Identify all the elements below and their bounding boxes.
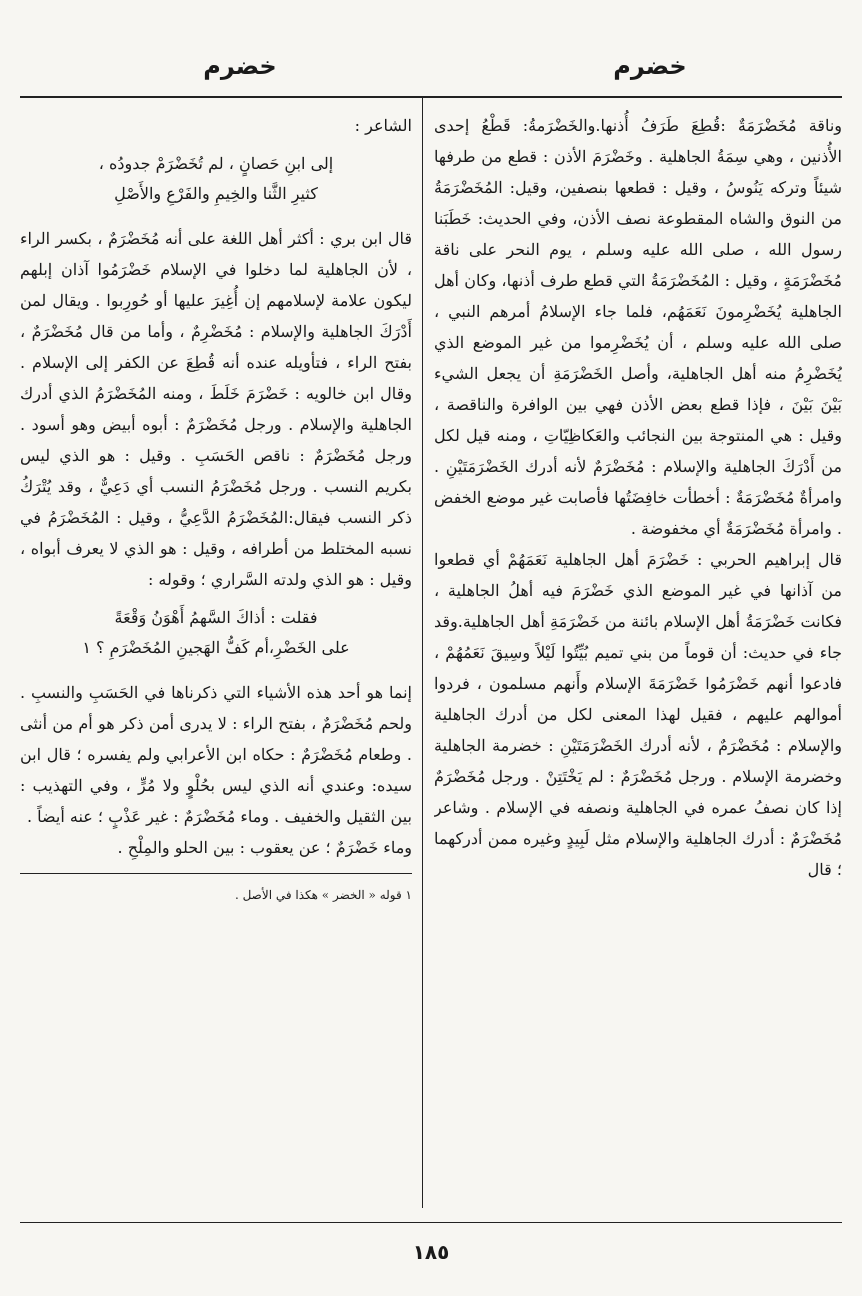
verse-line: إلى ابنِ حَصانٍ ، لم تُخَضْرَمْ جدودُه ،: [98, 154, 334, 173]
verse-line: فقلت : أذاكَ السَّهمُ أَهْوَنُ وَقْعَةً: [114, 608, 318, 627]
footnote: ١ قوله « الخضر » هكذا في الأصل .: [234, 888, 412, 902]
verse-1: [20, 149, 412, 209]
headword-right: خضرم: [613, 52, 687, 80]
right-paragraph: قال إبراهيم الحربي : خَضْرَمَ أهل الجاهلية نَعَمَهُمْ أي قطعوا من آذانها في غير الموضع الذي خَضْرَمَ فيه أهلُ الجاهلية ، فكانت خَضْرَمَةُ أهل الإسلام بائنة من خَضْرَمَةِ أهل الجاهلية.وقد جاء في حديث: أن قوماً من بني تميم بُيِّتُوا لَيْلاً وسِيقَ نَعَمُهُمْ ، فادعوا أنهم خَضْرَمُوا خَضْرَمَةَ الإسلام وأَنهم مسلمون ، فردوا أموالهم عليهم ، فقيل لهذا المعنى لكل من أدرك الجاهلية والإسلام : مُخَضْرَمٌ ، لأنه أدرك الخَضْرَمَتَيْنِ : خضرمة الجاهلية وخضرمة الإسلام . ورجل مُخَضْرَمٌ : لم يَخْتَتِنْ . ورجل مُخَضْرَمٌ إذا كان نصفُ عمره في الجاهلية ونصفه في الإسلام . وشاعر مُخَضْرَمٌ : أدرك الجاهلية والإسلام مثل لَبِيدٍ وغيره ممن أدركهما ؛ قال: [434, 550, 842, 879]
verse-2: [20, 603, 412, 663]
poet-intro: الشاعر :: [354, 116, 412, 135]
page-number: ١٨٥: [412, 1240, 450, 1264]
right-paragraph: وناقة مُخَضْرَمَةٌ :قُطِعَ طَرَفُ أُذنها.والخَضْرَمةُ: قَطْعُ إحدى الأُذنين ، وهي سِمَةُ الجاهلية . وخَضْرَمَ الأذن : قطع من طرفها شيئاً وتركه يَنُوسُ ، وقيل : قطعها بنصفين، وقيل: المُخَضْرَمَةُ من النوق والشاه المقطوعة نصف الأذن، وفي الحديث: خَطَبَنا رسول الله ، صلى الله عليه وسلم ، يوم النحر على ناقة مُخَضْرَمَةٍ ، وقيل : المُخَضْرَمَةُ التي قطع طرف أذنها، وكان أهل الجاهلية يُخَضْرِمونَ نَعَمَهُم، فلما جاء الإسلامُ أمرهم النبي ، صلى الله عليه وسلم ، أن يُخَضْرِموا من غير الموضع الذي يُخَضْرِمُ منه أهل الجاهلية، وأصل الخَضْرَمَةِ أن يجعل الشيء بَيْنَ بَيْنَ ، فإذا قطع بعض الأذن فهي بين الوافرة والناقصة ، وقيل : هي المنتوجة بين النجائب والعَكاظِيّاتِ ، ومنه قيل لكل من أَدْرَكَ الجاهلية والإسلام : مُخَضْرَمٌ لأنه أدرك الخَضْرَمَتَيْنِ . وامرأةٌ مُخَضْرَمَةٌ : أخطأت خافِضَتُها فأصابت غير موضع الخفض . وامرأة مُخَضْرَمَةٌ أي مخفوضة .: [434, 116, 842, 538]
verse-line: على الخَضْرِ،أم كَفُّ الهَجينِ المُخَضْرَمِ ؟ ١: [82, 638, 350, 657]
right-column: [434, 110, 842, 1200]
footnote-separator: [20, 873, 412, 874]
footer-rule: [20, 1222, 842, 1223]
header-rule: [20, 96, 842, 98]
left-column: [20, 110, 412, 1200]
column-divider: [422, 98, 423, 1208]
headword-left: خضرم: [203, 52, 277, 80]
left-paragraph: قال ابن بري : أكثر أهل اللغة على أنه مُخَضْرَمٌ ، بكسر الراء ، لأن الجاهلية لما دخلوا في الإسلام خَضْرَمُوا آذان إبلهم ليكون علامة لإسلامهم إن أُغِيرَ عليها أو حُورِبوا . ويقال لمن أَدْرَكَ الجاهلية والإسلام : مُخَضْرِمٌ ، وأما من قال مُخَضْرَمٌ ، بفتح الراء ، فتأويله عنده أنه قُطِعَ عن الكفر إلى الإسلام . وقال ابن خالويه : خَضْرَمَ خَلَطَ ، ومنه المُخَضْرَمُ الذي أدرك الجاهلية والإسلام . ورجل مُخَضْرَمٌ : أبوه أبيض وهو أسود . ورجل مُخَضْرَمٌ : ناقص الحَسَبِ . وقيل : هو الذي ليس بكريم النسب . ورجل مُخَضْرَمُ النسب أي دَعِيٌّ ، وقد يُتْرَكُ ذكر النسب فيقال:المُخَضْرَمُ الدَّعِيُّ ، وقيل : المُخَضْرَمُ في نسبه المختلط من أطرافه ، وقيل : هو الذي لا يعرف أبواه ، وقيل : هو الذي ولدته السَّراري ؛ وقوله :: [20, 229, 412, 589]
left-paragraph: إنما هو أحد هذه الأشياء التي ذكرناها في الحَسَبِ والنسبِ . ولحم مُخَضْرَمٌ ، بفتح الراء : لا يدرى أمن ذكر هو أم من أنثى . وطعام مُخَضْرَمٌ : حكاه ابن الأعرابي ولم يفسره ؛ قال ابن سيده: وعندي أنه الذي ليس بحُلْوٍ ولا مُرٍّ ، وفي التهذيب : بين الثقيل والخفيف . وماء مُخَضْرَمٌ : غير عَذْبٍ ؛ عنه أيضاً .: [20, 683, 412, 826]
left-paragraph: وماء خَضْرَمٌ ؛ عن يعقوب : بين الحلو والمِلْحِ .: [117, 838, 412, 857]
verse-line: كثيرِ الثَّنا والخِيمِ والفَرْعِ والأَصْلِ: [114, 184, 318, 203]
